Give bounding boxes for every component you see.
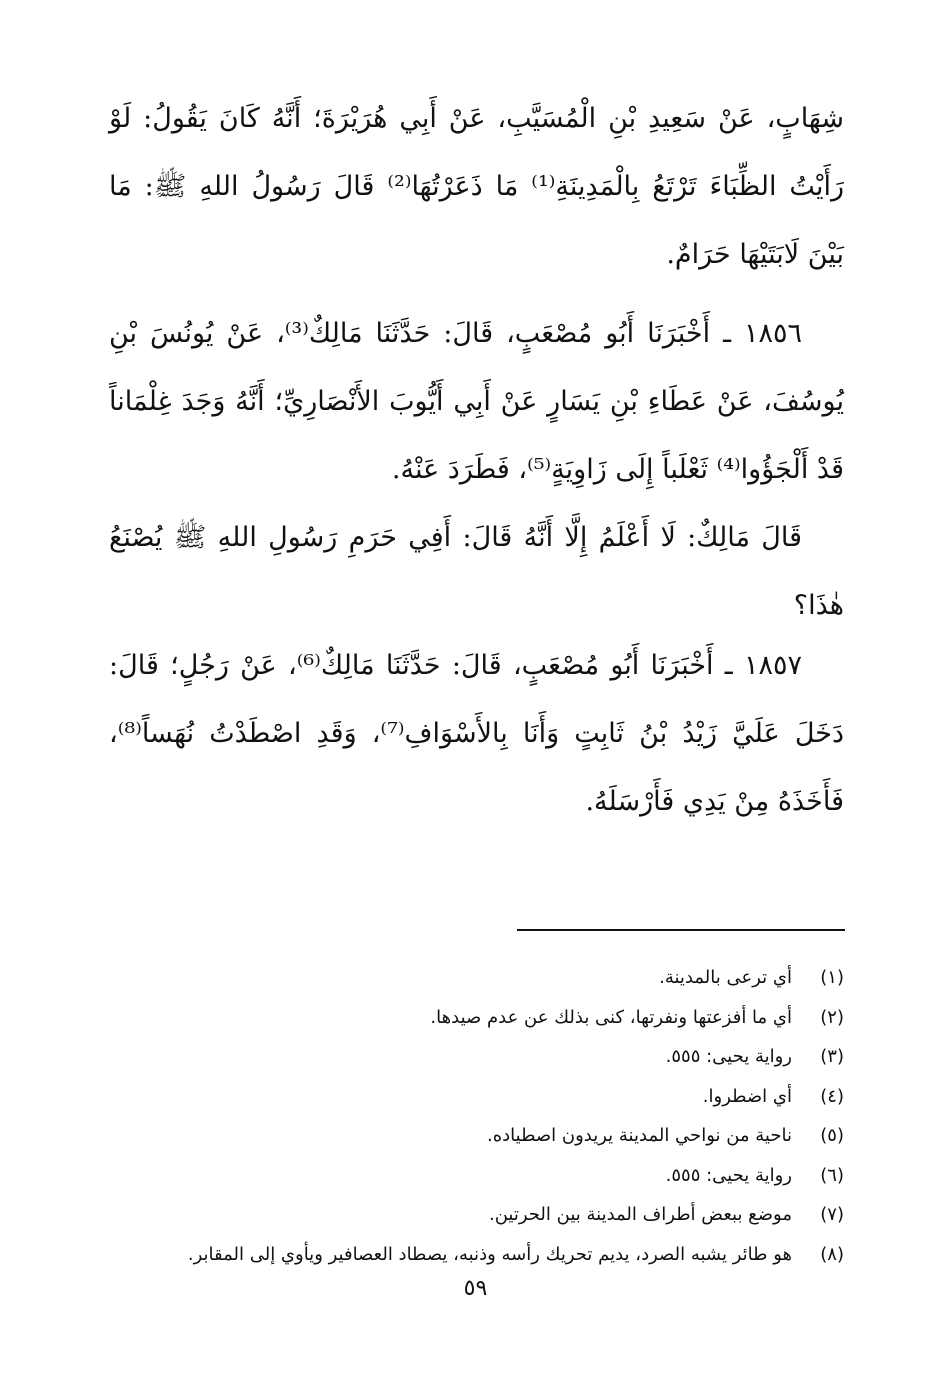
footnote-item [109,1037,844,1077]
footnote-number: (٦) [820,1164,844,1186]
footnote-item [109,1235,844,1275]
footnote-text: موضع ببعض أطراف المدينة بين الحرتين. [489,1204,792,1225]
text-block-hadith-1856 [109,300,844,640]
footnotes-list [109,958,844,1274]
footnote-number: (٣) [820,1046,844,1067]
hadith-continuation-paragraph: شِهَابٍ، عَنْ سَعِيدِ بْنِ الْمُسَيَّبِ، عَنْ أَبِي هُرَيْرَةَ؛ أَنَّهُ كَانَ يَقُولُ: لَوْ رَأَيْتُ الظِّبَاءَ تَرْتَعُ بِالْمَدِينَةِ⁽¹⁾ مَا ذَعَرْتُهَا⁽²⁾ قَالَ رَسُولُ اللهِ ﷺ: مَا بَيْنَ لَابَتَيْهَا حَرَامٌ. [109,103,844,270]
footnote-separator [517,929,845,931]
footnote-item [109,1156,844,1196]
footnote-text: ناحية من نواحي المدينة يريدون اصطياده. [487,1125,792,1146]
footnote-number: (٤) [820,1085,844,1107]
footnote-number: (١) [820,967,844,988]
text-block-continuation [109,85,844,289]
hadith-1856-comment-paragraph: قَالَ مَالِكٌ: لَا أَعْلَمُ إِلَّا أَنَّهُ قَالَ: أَفِي حَرَمِ رَسُولِ اللهِ ﷺ يُصْنَعُ هٰذَا؟ [109,522,844,621]
footnote-text: أي اضطروا. [702,1085,792,1107]
footnote-item [109,1077,844,1117]
hadith-1857-paragraph: ١٨٥٧ ـ أَخْبَرَنَا أَبُو مُصْعَبٍ، قَالَ: حَدَّثَنَا مَالِكٌ⁽⁶⁾، عَنْ رَجُلٍ؛ قَالَ: دَخَلَ عَلَيَّ زَيْدُ بْنُ ثَابِتٍ وَأَنَا بِالأَسْوَافِ⁽⁷⁾، وَقَدِ اصْطَدْتُ نُهَساً⁽⁸⁾، فَأَخَذَهُ مِنْ يَدِي فَأَرْسَلَهُ. [109,650,844,817]
footnote-text: رواية يحيى: ٥٥٥. [665,1164,792,1186]
footnote-number: (٨) [820,1243,844,1265]
footnote-text: رواية يحيى: ٥٥٥. [665,1046,792,1067]
footnote-item [109,998,844,1038]
footnote-text: هو طائر يشبه الصرد، يديم تحريك رأسه وذنبه، يصطاد العصافير ويأوي إلى المقابر. [187,1243,792,1265]
footnote-text: أي ما أفزعتها ونفرتها، كنى بذلك عن عدم صيدها. [430,1006,792,1028]
text-block-hadith-1857 [109,632,844,836]
footnote-number: (٥) [820,1125,844,1146]
hadith-1856-paragraph: ١٨٥٦ ـ أَخْبَرَنَا أَبُو مُصْعَبٍ، قَالَ: حَدَّثَنَا مَالِكٌ⁽³⁾، عَنْ يُونُسَ بْنِ يُوسُفَ، عَنْ عَطَاءِ بْنِ يَسَارٍ عَنْ أَبِي أَيُّوبَ الأَنْصَارِيِّ؛ أَنَّهُ وَجَدَ غِلْمَاناً قَدْ أَلْجَؤُوا⁽⁴⁾ ثَعْلَباً إِلَى زَاوِيَةٍ⁽⁵⁾، فَطَرَدَ عَنْهُ. [109,318,844,485]
footnote-number: (٧) [820,1204,844,1225]
footnote-text: أي ترعى بالمدينة. [659,967,792,988]
footnote-item [109,958,844,998]
footnote-number: (٢) [820,1006,844,1028]
footnote-item [109,1116,844,1156]
page-number: ٥٩ [463,1276,488,1301]
footnote-item [109,1195,844,1235]
